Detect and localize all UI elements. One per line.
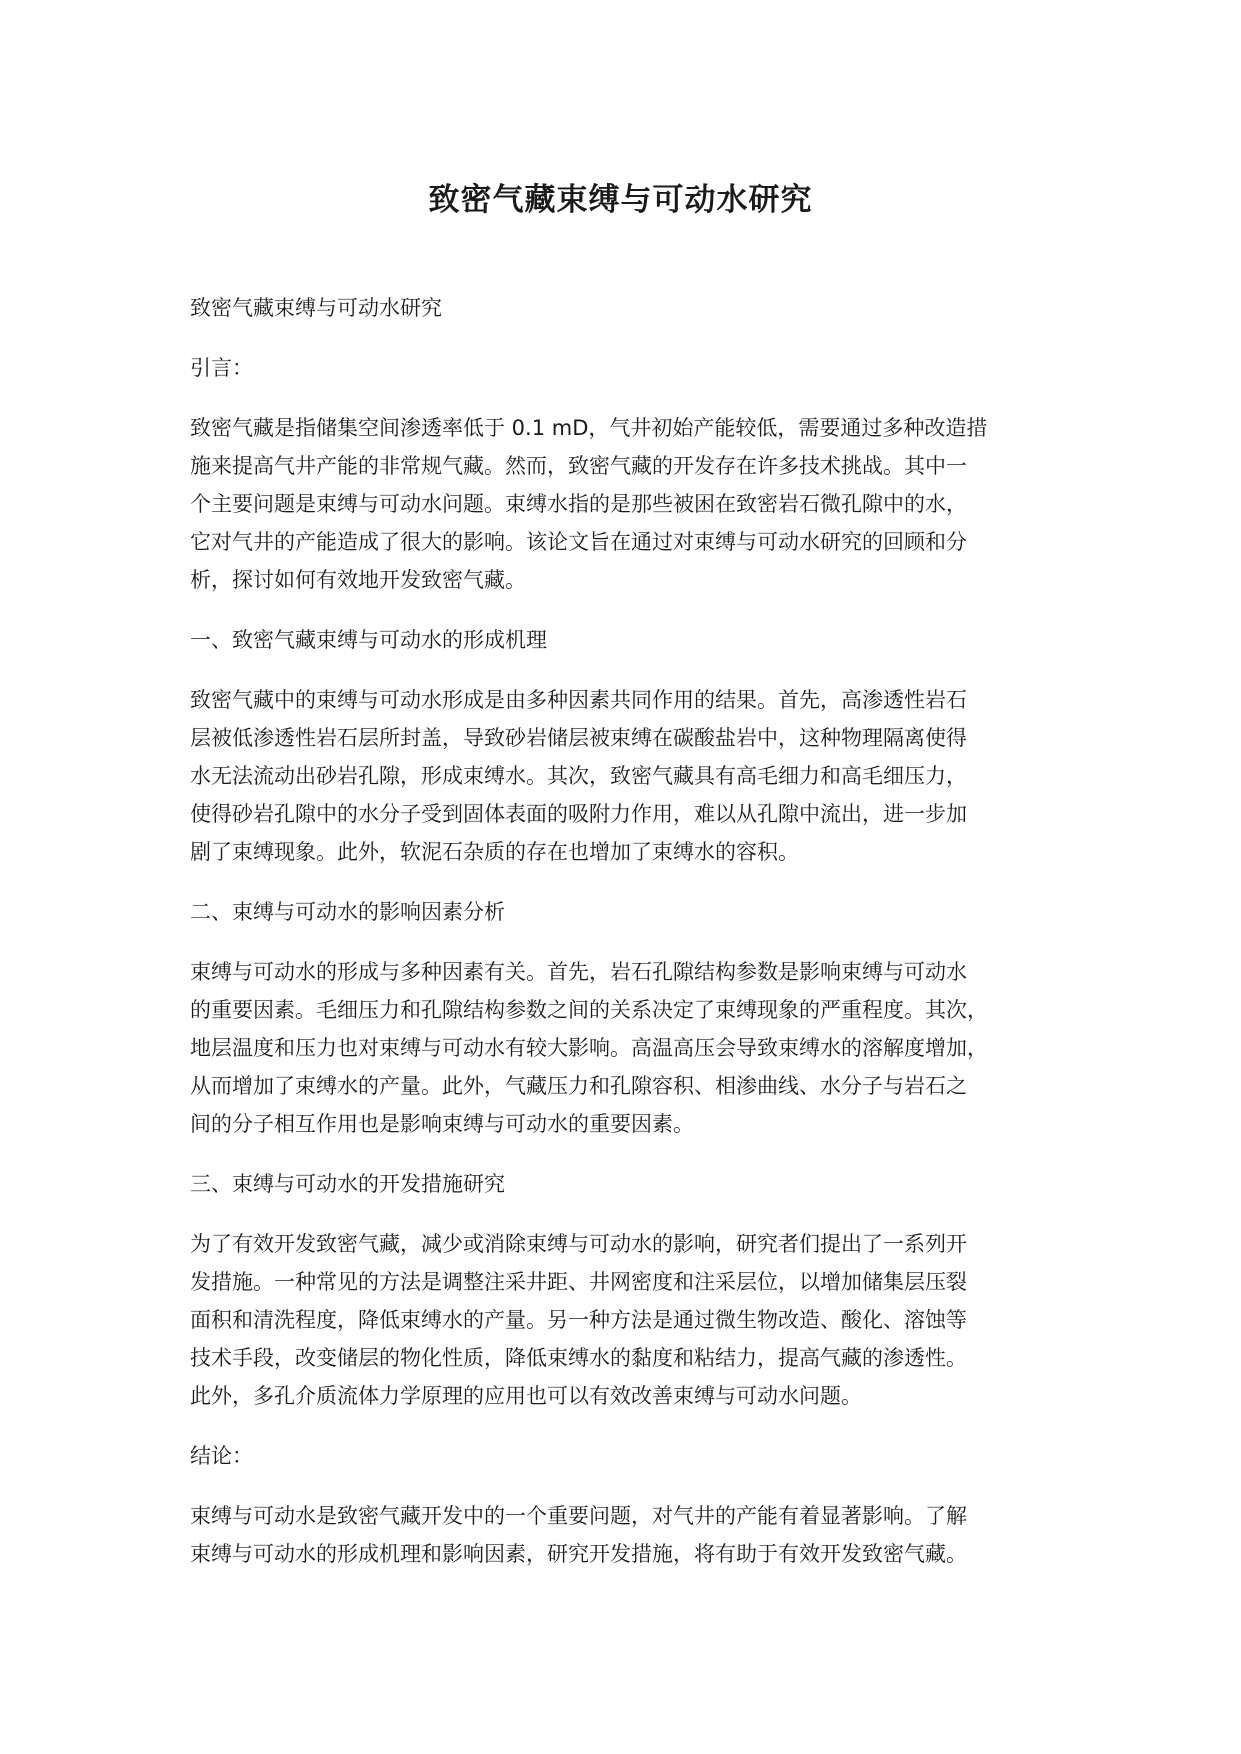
text-line: 间的分子相互作用也是影响束缚与可动水的重要因素。 [190, 1112, 694, 1136]
text-line: 致密气藏是指储集空间渗透率低于 0.1 mD，气井初始产能较低，需要通过多种改造措 [190, 416, 988, 440]
intro-paragraph [190, 409, 1090, 599]
section1-heading-paragraph [190, 621, 1090, 659]
text-line: 施来提高气井产能的非常规气藏。然而，致密气藏的开发存在许多技术挑战。其中一 [190, 454, 967, 478]
conclusion-paragraph [190, 1497, 1090, 1573]
text-line: 它对气井的产能造成了很大的影响。该论文旨在通过对束缚与可动水研究的回顾和分 [190, 530, 967, 554]
subtitle: 致密气藏束缚与可动水研究 [190, 296, 442, 320]
intro-heading-paragraph [190, 349, 1090, 387]
text-line: 技术手段，改变储层的物化性质，降低束缚水的黏度和粘结力，提高气藏的渗透性。 [190, 1346, 967, 1370]
document-body [190, 289, 1090, 1573]
text-line: 层被低渗透性岩石层所封盖，导致砂岩储层被束缚在碳酸盐岩中，这种物理隔离使得 [190, 726, 967, 750]
text-line: 束缚与可动水是致密气藏开发中的一个重要问题，对气井的产能有着显著影响。了解 [190, 1504, 967, 1528]
conclusion-heading: 结论： [190, 1444, 253, 1468]
section1-paragraph [190, 681, 1090, 871]
conclusion-heading-paragraph [190, 1437, 1090, 1475]
section3-paragraph [190, 1225, 1090, 1415]
text-line: 水无法流动出砂岩孔隙，形成束缚水。其次，致密气藏具有高毛细力和高毛细压力， [190, 764, 967, 788]
section2-heading-paragraph [190, 893, 1090, 931]
intro-heading: 引言： [190, 356, 253, 380]
text-line: 面积和清洗程度，降低束缚水的产量。另一种方法是通过微生物改造、酸化、溶蚀等 [190, 1308, 967, 1332]
section3-heading: 三、束缚与可动水的开发措施研究 [190, 1172, 505, 1196]
text-line: 为了有效开发致密气藏，减少或消除束缚与可动水的影响，研究者们提出了一系列开 [190, 1232, 967, 1256]
text-line: 的重要因素。毛细压力和孔隙结构参数之间的关系决定了束缚现象的严重程度。其次， [190, 998, 988, 1022]
text-line: 剧了束缚现象。此外，软泥石杂质的存在也增加了束缚水的容积。 [190, 840, 799, 864]
document-title: 致密气藏束缚与可动水研究 [428, 182, 813, 218]
section1-heading: 一、致密气藏束缚与可动水的形成机理 [190, 628, 547, 652]
text-line: 析，探讨如何有效地开发致密气藏。 [190, 568, 526, 592]
subtitle-paragraph [190, 289, 1090, 327]
text-line: 致密气藏中的束缚与可动水形成是由多种因素共同作用的结果。首先，高渗透性岩石 [190, 688, 967, 712]
text-line: 束缚与可动水的形成机理和影响因素，研究开发措施，将有助于有效开发致密气藏。 [190, 1542, 967, 1566]
text-line: 此外，多孔介质流体力学原理的应用也可以有效改善束缚与可动水问题。 [190, 1384, 862, 1408]
section2-heading: 二、束缚与可动水的影响因素分析 [190, 900, 505, 924]
text-line: 地层温度和压力也对束缚与可动水有较大影响。高温高压会导致束缚水的溶解度增加， [190, 1036, 988, 1060]
text-line: 束缚与可动水的形成与多种因素有关。首先，岩石孔隙结构参数是影响束缚与可动水 [190, 960, 967, 984]
text-line: 发措施。一种常见的方法是调整注采井距、井网密度和注采层位，以增加储集层压裂 [190, 1270, 967, 1294]
section3-heading-paragraph [190, 1165, 1090, 1203]
text-line: 使得砂岩孔隙中的水分子受到固体表面的吸附力作用，难以从孔隙中流出，进一步加 [190, 802, 967, 826]
section2-paragraph [190, 953, 1090, 1143]
text-line: 从而增加了束缚水的产量。此外，气藏压力和孔隙容积、相渗曲线、水分子与岩石之 [190, 1074, 967, 1098]
text-line: 个主要问题是束缚与可动水问题。束缚水指的是那些被困在致密岩石微孔隙中的水， [190, 492, 967, 516]
